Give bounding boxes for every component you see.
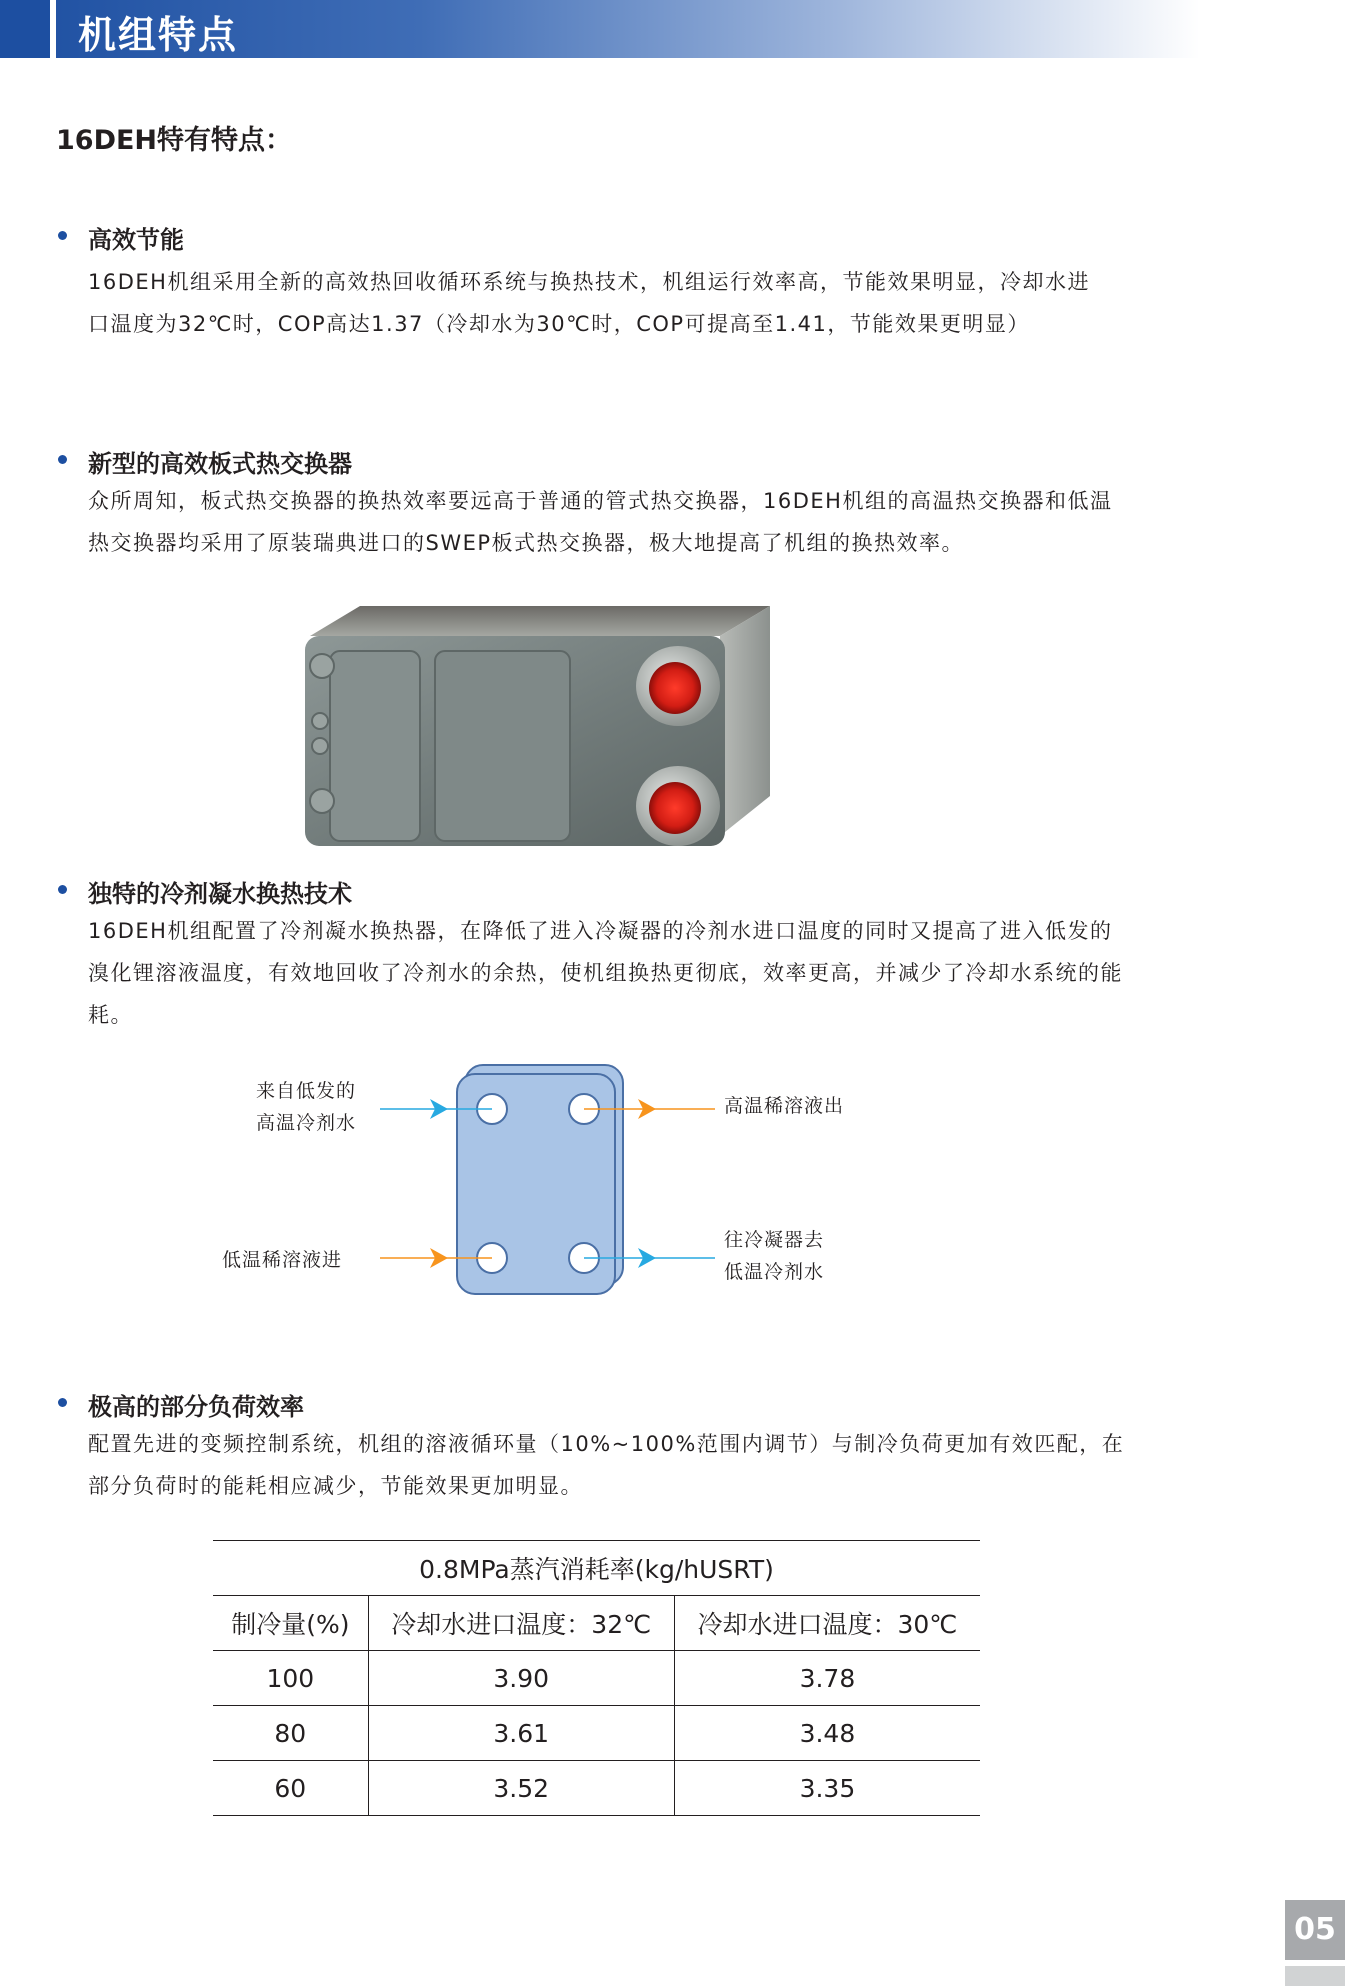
- table-header-cell: 冷却水进口温度：32℃: [368, 1596, 674, 1651]
- section-title-efficiency: 高效节能: [88, 226, 184, 254]
- text-line: 配置先进的变频控制系统，机组的溶液循环量（10%~100%范围内调节）与制冷负荷更加有效匹配，在: [88, 1432, 1125, 1456]
- table-cell: 100: [213, 1651, 368, 1706]
- section-subtitle: 16DEH特有特点：: [56, 125, 293, 156]
- table-cell: 3.52: [368, 1761, 674, 1816]
- bolt-icon: [312, 738, 328, 754]
- label-inlet-bottom: 低温稀溶液进: [222, 1249, 343, 1271]
- text-line: 16DEH机组配置了冷剂凝水换热器，在降低了进入冷凝器的冷剂水进口温度的同时又提高了进入低发的: [88, 919, 1113, 943]
- section-body-plate-exchanger: [88, 480, 1188, 564]
- steam-consumption-table: [213, 1540, 980, 1816]
- exchanger-side: [720, 606, 770, 836]
- bullet-icon: [58, 231, 67, 240]
- plate-heat-exchanger-image: [300, 596, 780, 866]
- text-line: 溴化锂溶液温度，有效地回收了冷剂水的余热，使机组换热更彻底，效率更高，并减少了冷却水系统的能: [88, 961, 1123, 985]
- text-line: 热交换器均采用了原装瑞典进口的SWEP板式热交换器，极大地提高了机组的换热效率。: [88, 531, 965, 555]
- section-body-part-load: [88, 1423, 1188, 1507]
- exchanger-panel: [435, 651, 570, 841]
- section-body-condensate: [88, 910, 1188, 1036]
- table-row: [213, 1706, 980, 1761]
- text-line: 众所周知，板式热交换器的换热效率要远高于普通的管式热交换器，16DEH机组的高温热交换器和低温: [88, 489, 1113, 513]
- pipe-opening-icon: [649, 782, 701, 834]
- bolt-icon: [310, 654, 334, 678]
- text-line: 耗。: [88, 1003, 133, 1027]
- table-header-cell: 制冷量(%): [213, 1596, 368, 1651]
- text-line: 16DEH机组采用全新的高效热回收循环系统与换热技术，机组运行效率高，节能效果明显，冷却水进: [88, 270, 1090, 294]
- label-line: 低温冷剂水: [724, 1261, 825, 1283]
- table-cell: 3.48: [799, 1718, 856, 1748]
- text-line: 口温度为32℃时，COP高达1.37（冷却水为30℃时，COP可提高至1.41，节能效果更明显）: [88, 312, 1030, 336]
- bolt-icon: [312, 713, 328, 729]
- section-title-plate-exchanger: 新型的高效板式热交换器: [88, 450, 352, 478]
- exchanger-panel: [330, 651, 420, 841]
- table-cell: 80: [213, 1706, 368, 1761]
- page-title: 机组特点: [78, 13, 239, 57]
- section-title-part-load: 极高的部分负荷效率: [88, 1393, 304, 1421]
- pipe-opening-icon: [649, 662, 701, 714]
- bullet-icon: [58, 885, 67, 894]
- text-line: 部分负荷时的能耗相应减少，节能效果更加明显。: [88, 1474, 583, 1498]
- table-row: [213, 1761, 980, 1816]
- table-header-row: [213, 1596, 980, 1651]
- label-outlet-bottom: [724, 1224, 874, 1288]
- page-number-tab: [1285, 1966, 1345, 1986]
- page-number: 05: [1285, 1900, 1345, 1960]
- bolt-icon: [310, 789, 334, 813]
- header-accent-block: [0, 0, 50, 58]
- table-cell: 3.61: [368, 1706, 674, 1761]
- label-inlet-top: [246, 1075, 356, 1139]
- label-line: 高温冷剂水: [255, 1112, 356, 1134]
- label-line: 来自低发的: [255, 1080, 356, 1102]
- section-body-efficiency: [88, 261, 1188, 345]
- exchanger-top: [310, 606, 770, 636]
- table-cell: 60: [213, 1761, 368, 1816]
- table-row: [213, 1651, 980, 1706]
- table-cell: 3.90: [368, 1651, 674, 1706]
- header-accent-stripe: [50, 0, 56, 58]
- bullet-icon: [58, 455, 67, 464]
- table-header-cell: 冷却水进口温度：30℃: [697, 1610, 958, 1639]
- label-outlet-top: 高温稀溶液出: [724, 1095, 845, 1117]
- bullet-icon: [58, 1398, 67, 1407]
- table-caption: 0.8MPa蒸汽消耗率(kg/hUSRT): [419, 1555, 774, 1584]
- flow-diagram: [380, 1060, 760, 1300]
- table-cell: 3.78: [799, 1663, 856, 1693]
- section-title-condensate: 独特的冷剂凝水换热技术: [88, 880, 352, 908]
- table-cell: 3.35: [799, 1773, 856, 1803]
- label-line: 往冷凝器去: [724, 1229, 825, 1251]
